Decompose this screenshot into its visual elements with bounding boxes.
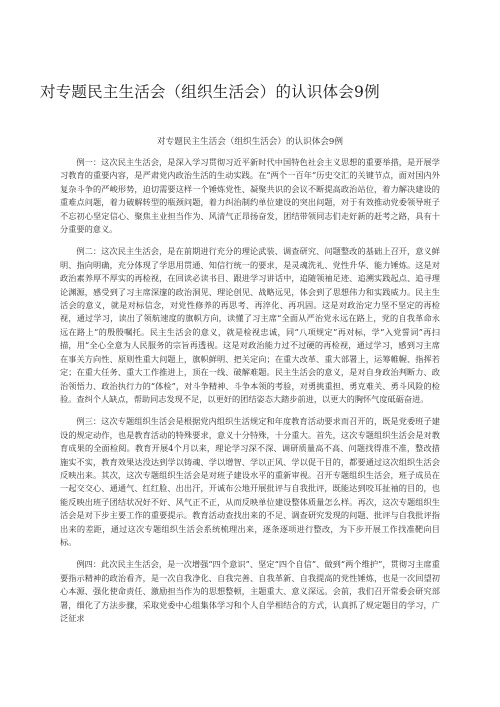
paragraph-example-3: 例三：这次专题组织生活会是根据党内组织生活规定和年度教育活动要求而召开的，既是党委班子建设的规定动作，也是教育活动的特殊要求，意义十分特殊，十分重大。首先，这次专题组织生活会是对教育成果的全面检阅。教育开展4个月以来，理论学习深不深、调研质量高不高、问题找得准不准，整改措施实不实，教育效果达没达到学以铸魂、学以增智、学以正风、学以促干目的，都要通过这次组织生活会反映出来。其次，这次专题组织生活会是对班子建设水平的重新审视。召开专题组织生活会，班子成员在一起交交心、通通气、红红脸、出出汗，开诚布公地开展批评与自我批评，既能达到咬耳扯袖的目的，也能反映出班子团结状况好不好、风气正不正，从而反映单位建设整体质量怎么样。再次，这次专题组织生活会是对下步主要工作的重要提示。教育活动查找出来的不足、调查研究发现的问题、批评与自我批评指出来的差距，通过这次专题组织生活会系统梳理出来，逐条逐项进行整改，为下步开展工作找准靶向目标。	[60, 416, 440, 547]
paragraph-example-1: 例一：这次民主生活会，是深入学习贯彻习近平新时代中国特色社会主义思想的重要举措，是开展学习教育的重要内容，是严肃党内政治生活的生动实践。在“两个一百年”历史交汇的关键节点，面对国内外复杂斗争的严峻形势，迫切需要这样一个锤炼党性、凝聚共识的会议不断提高政治站位，着力解决建设的重难点问题，着力破解转型的瓶颈问题，着力纠治制约单位建设的突出问题，对于有效推动党委领导班子不忘初心坚定信心、聚焦主业担当作为、风清气正昂扬奋发，团结带领同志们走好新的赶考之路，具有十分重要的意义。	[60, 157, 440, 235]
document-subtitle: 对专题民主生活会（组织生活会）的认识体会9例	[157, 137, 343, 147]
paragraph-example-4: 例四：此次民主生活会，是一次增强“四个意识”、坚定“四个自信”、做到“两个维护”，贯彻习主席重要指示精神的政治看齐，是一次自我净化、自我完善、自我革新、自我提高的党性锤炼，也是一次回望初心本源、强化使命责任、激励担当作为的思想整顿，主题重大、意义深远。会前，我们召开常委会研究部署，细化了方法步骤，采取党委中心组集体学习和个人自学相结合的方式，认真抓了规定题目的学习，广泛征求	[60, 559, 440, 623]
document-body	[60, 156, 440, 634]
document-title: 对专题民主生活会（组织生活会）的认识体会9例	[40, 83, 380, 101]
paragraph-example-2: 例二：这次民主生活会，是在前期进行充分的理论武装、调查研究、问题整改的基础上召开，意义鲜明、指向明确，充分体现了学思用贯通、知信行统一的要求，是灵魂洗礼、党性升华、能力锤炼。这是对政治素养厚不厚实的再检视，在回读必读书目、跟进学习讲话中，追随领袖足迹、追溯实践起点、追寻理论渊源，感受到了习主席深邃的政治洞见、理论创见、战略远见，体会到了思想伟力和实践威力。民主生活会的意义，就是对标信念，对党性修养的再思考、再淬化、再巩固。这是对政治定力坚不坚定的再检视，通过学习，读出了领航速度的旗帜方向，读懂了习主席“全面从严治党永远在路上，党的自我革命永远在路上”的殷殷嘱托。民主生活会的意义，就是检视忠诚，同“八项规定”再对标，学“入党誓词”再扫描，用“全心全意为人民服务的宗旨再透视。这是对政治能力过不过硬的再检视，通过学习，感到习主席在事关方向性、原则性重大问题上，旗帜鲜明、把关定向；在重大改革、重大部署上，运筹帷幄、指挥若定；在重大任务、重大工作推进上，顶在一线、破解难题。民主生活会的意义，是对自身政治判断力、政治领悟力、政治执行力的“体检”，对斗争精神、斗争本领的考验，对勇挑重担、勇克难关、勇斗风险的检验。查纠个人缺点，帮助同志发现不足，以更好的团结姿态大踏步前进，以更大的胸怀气度砥砺奋进。	[60, 246, 440, 404]
